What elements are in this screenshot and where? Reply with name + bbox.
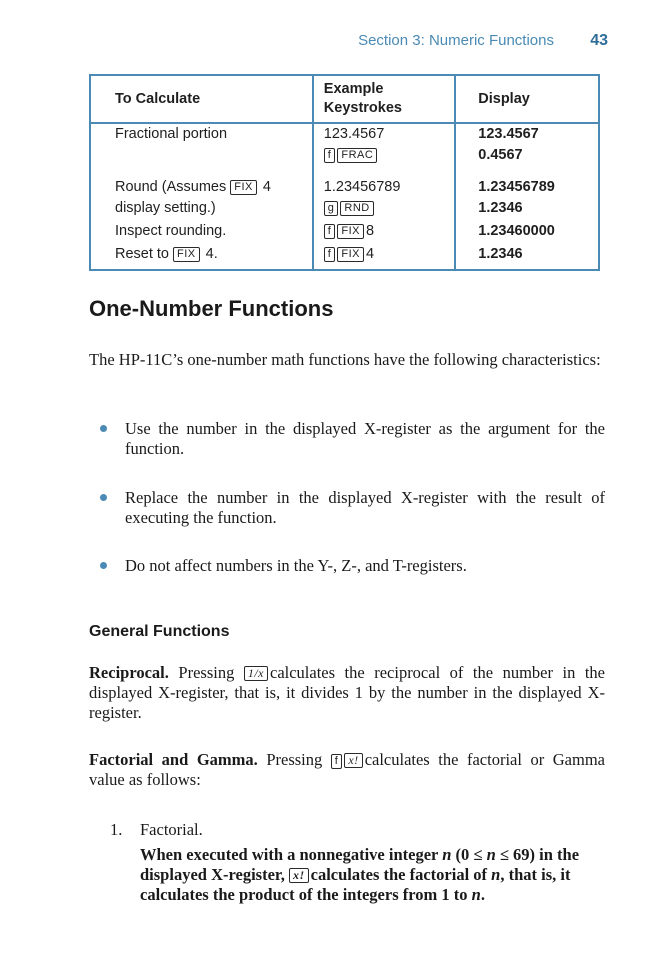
calc-cell: Inspect rounding.: [115, 223, 227, 239]
f-key: f: [324, 224, 336, 239]
keystroke-cell: 1.23456789: [323, 179, 401, 195]
intro-paragraph: The HP-11C’s one-number math functions have the following characteristics:: [89, 350, 601, 369]
factorial-key: x!: [289, 868, 309, 883]
fix-key: FIX: [173, 247, 200, 262]
list-item: Use the number in the displayed X-register as the argument for the function.: [100, 419, 605, 459]
fix-key: FIX: [337, 224, 364, 239]
rounding-table: [89, 74, 600, 271]
f-key: f: [324, 148, 336, 163]
section-heading: One-Number Functions: [89, 296, 334, 321]
frac-key: FRAC: [337, 148, 377, 163]
f-key: f: [331, 754, 343, 769]
factorial-paragraph: Factorial and Gamma. Pressing f x! calculates the factorial or Gamma value as follows:: [89, 750, 605, 789]
table-row: [90, 166, 599, 270]
bullet-icon: [100, 425, 107, 432]
subsection-heading: General Functions: [89, 623, 230, 640]
rnd-key: RND: [340, 201, 373, 216]
section-title: Section 3: Numeric Functions: [358, 32, 554, 49]
keystroke-cell: f FIX 4: [314, 244, 454, 265]
keystroke-cell: 123.4567: [323, 126, 385, 142]
header-keystrokes: Example Keystrokes: [313, 75, 455, 123]
calc-cell: Round (Assumes FIX 4: [115, 179, 271, 195]
header-to-calculate: To Calculate: [90, 75, 313, 123]
calc-cell: Fractional portion: [115, 126, 228, 142]
display-cell: 1.2346: [478, 246, 523, 262]
factorial-key: x!: [344, 753, 362, 768]
reciprocal-key: 1/x: [244, 666, 268, 681]
g-key: g: [324, 201, 339, 216]
display-cell: 1.23460000: [478, 223, 555, 239]
display-cell: 0.4567: [478, 147, 523, 163]
fix-key: FIX: [337, 247, 364, 262]
keystroke-cell: [314, 198, 454, 219]
display-cell: 123.4567: [478, 126, 539, 142]
keystroke-cell: f FIX 8: [314, 221, 454, 242]
bullet-icon: [100, 562, 107, 569]
running-header: [0, 32, 666, 52]
fix-key: FIX: [230, 180, 257, 195]
display-cell: 1.2346: [478, 200, 523, 216]
calc-cell: Reset to FIX 4.: [115, 246, 218, 262]
f-key: f: [324, 247, 336, 262]
table-row: [90, 123, 599, 166]
calc-cell: display setting.): [115, 200, 216, 216]
bullet-icon: [100, 494, 107, 501]
page-number: 43: [590, 32, 608, 49]
reciprocal-paragraph: Reciprocal. Pressing 1/x calculates the reciprocal of the number in the displayed X-register, that is, it divides 1 by the number in the displayed X-register.: [89, 663, 605, 722]
list-item: Replace the number in the displayed X-register with the result of executing the function.: [100, 488, 605, 528]
keystroke-cell: [314, 145, 454, 166]
header-display: Display: [455, 75, 599, 123]
table-header-row: [90, 75, 599, 123]
display-cell: 1.23456789: [478, 179, 555, 195]
list-item: Do not affect numbers in the Y-, Z-, and T-registers.: [100, 556, 605, 576]
factorial-detail: When executed with a nonnegative integer n (0 ≤ n ≤ 69) in the displayed X-register, x! calculates the factorial of n, that is, it calculates the product of the integers from 1 to n.: [140, 845, 580, 904]
